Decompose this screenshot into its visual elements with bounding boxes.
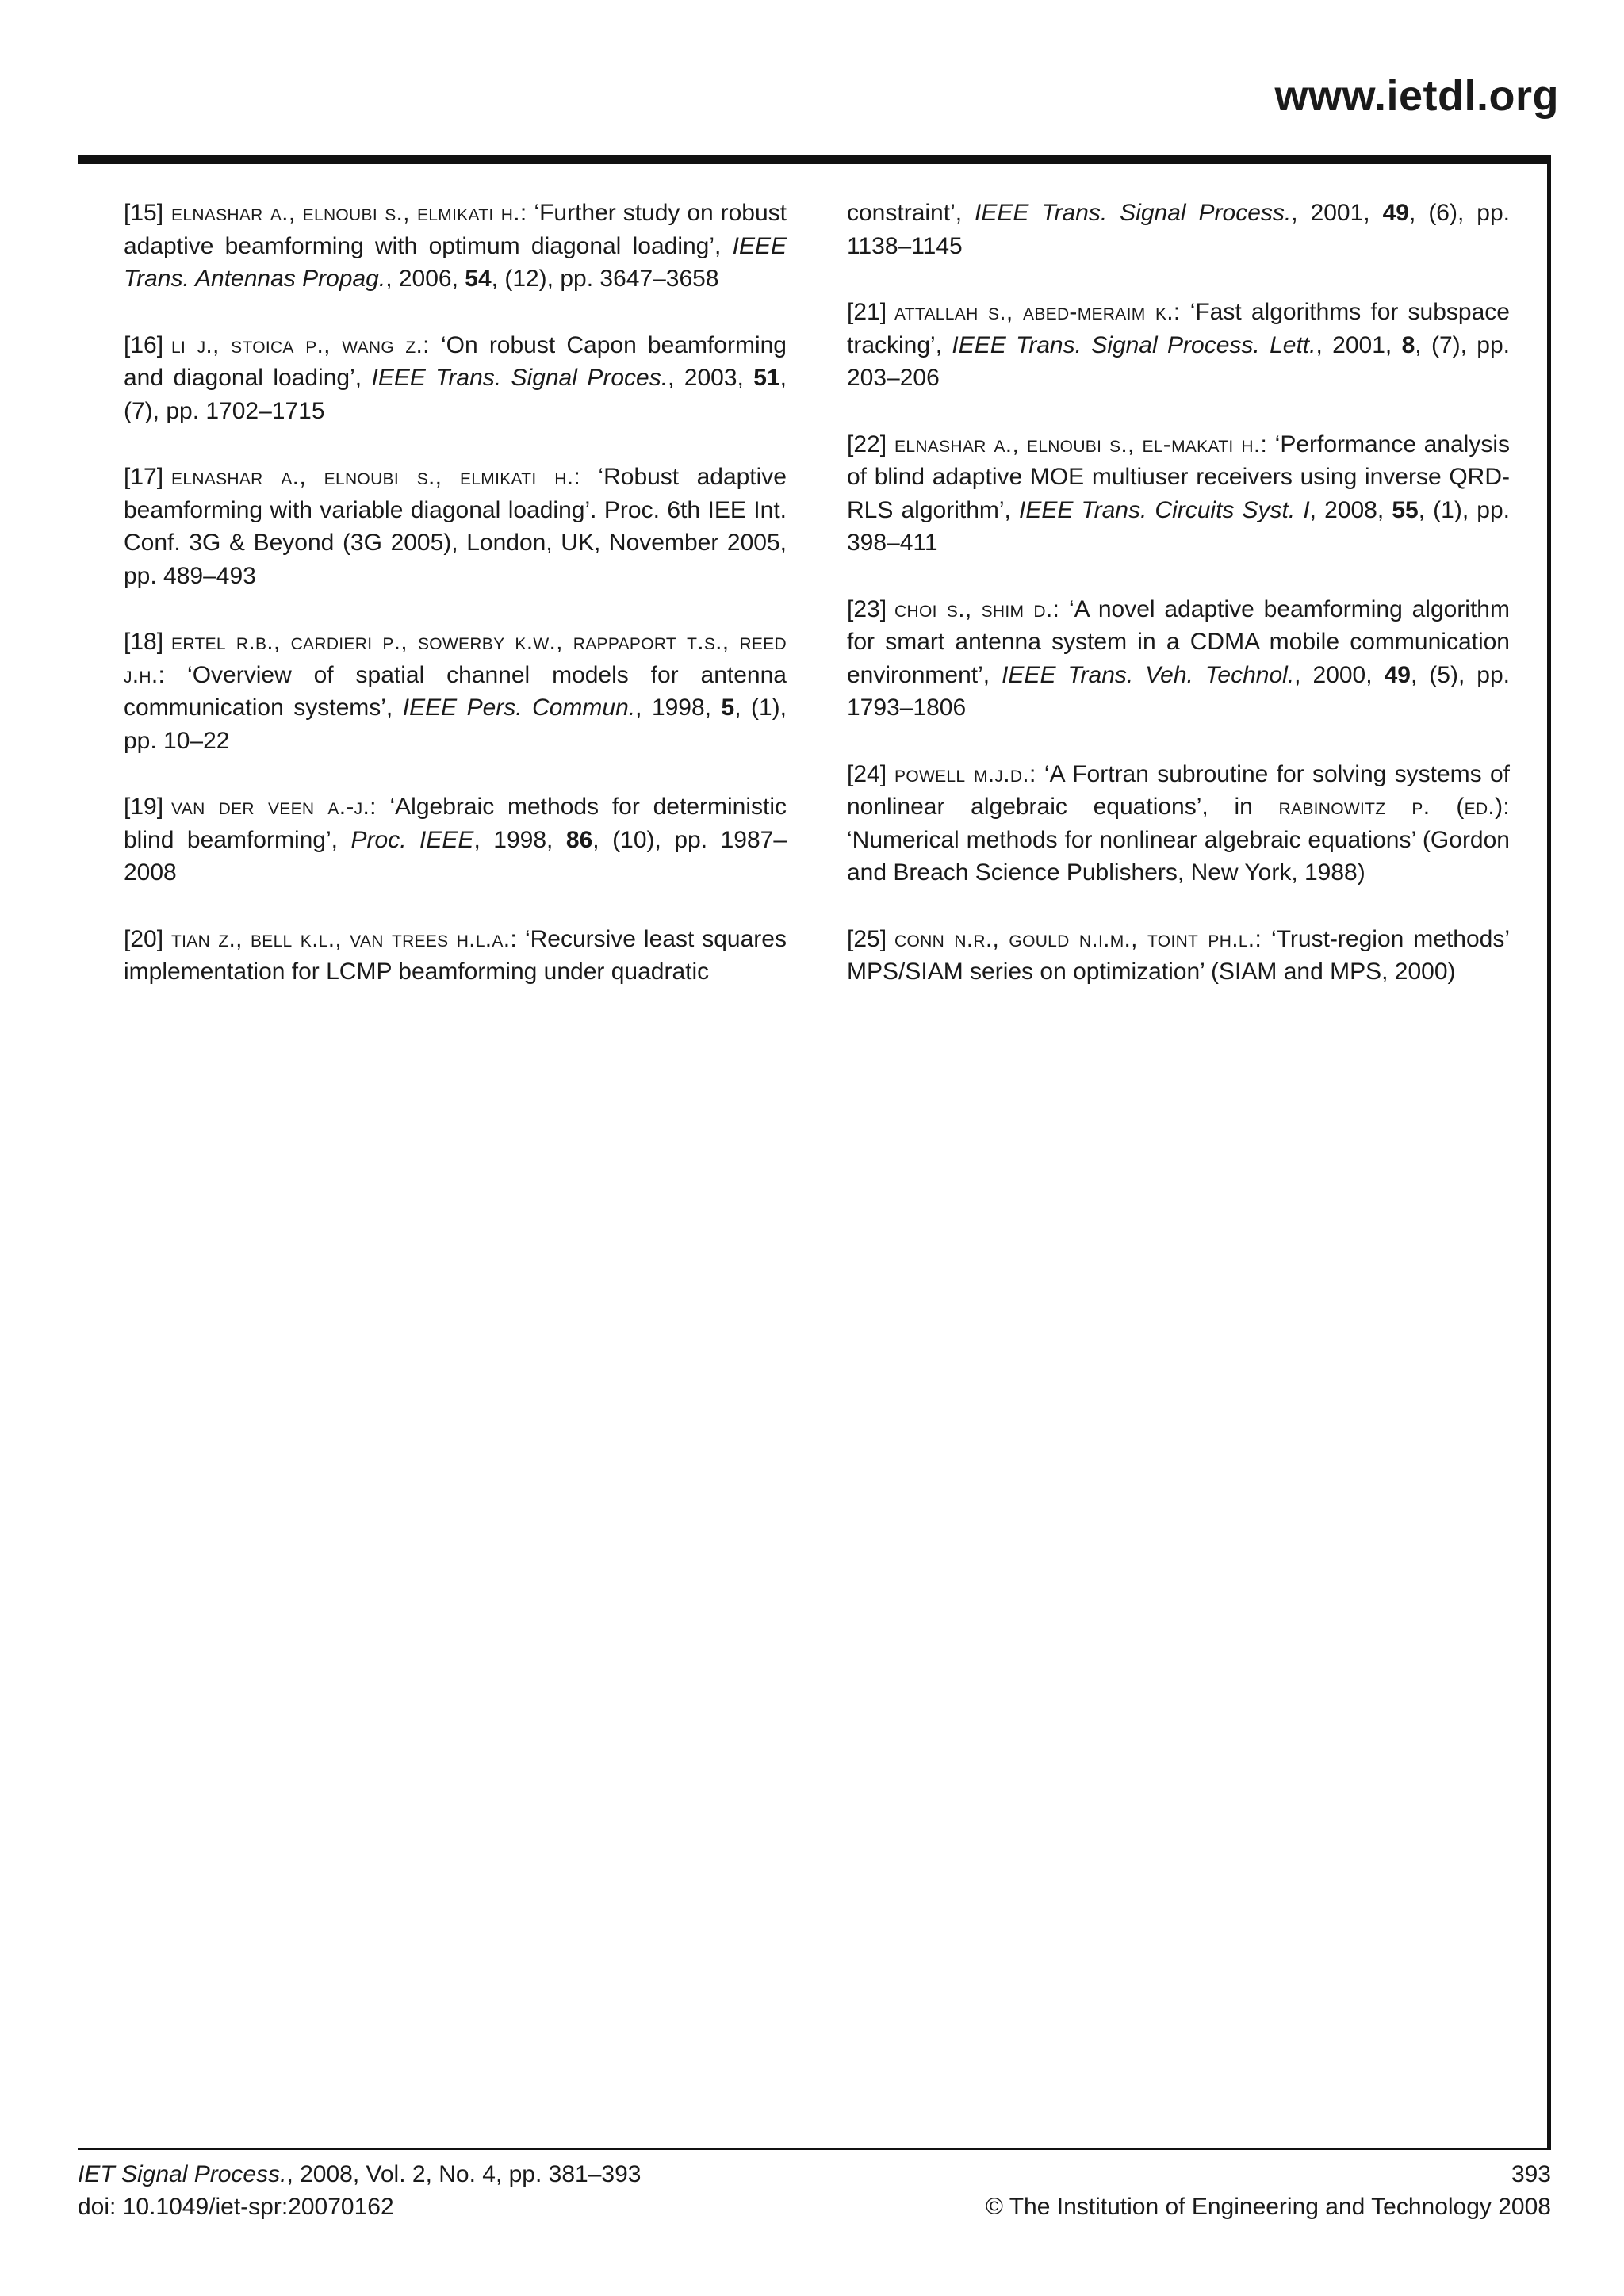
top-rule (78, 155, 1551, 164)
reference-title: ‘Performance analysis of blind adaptive MOE multiuser receivers using inverse QRD-RLS algorithm’, (847, 430, 1510, 523)
reference-year: , 1998, (635, 695, 722, 721)
reference-authors: choi s., shim d.: (894, 595, 1060, 622)
reference-title: constraint’, (847, 200, 975, 226)
reference-volume: 5 (721, 695, 735, 721)
reference-authors: ertel r.b., cardieri p., sowerby k.w., rappaport t.s., reed j.h.: (124, 629, 787, 688)
reference-year: , 2003, (668, 365, 754, 391)
reference-journal: IEEE Trans. Antennas Propag. (124, 232, 787, 292)
reference-item (847, 296, 1510, 395)
reference-title: ‘A novel adaptive beamforming algorithm for smart antenna system in a CDMA mobile communication environment’, (847, 595, 1510, 688)
reference-authors: elnashar a., elnoubi s., el-makati h.: (894, 430, 1268, 457)
reference-number: [16] (124, 331, 164, 358)
reference-year: , 2008, (1309, 496, 1392, 523)
footer-journal: IET Signal Process. (78, 2161, 287, 2187)
reference-journal: IEEE Pers. Commun. (402, 695, 636, 721)
reference-authors: powell m.j.d.: (894, 760, 1036, 787)
reference-title: ‘On robust Capon beamforming and diagonal loading’, (124, 331, 787, 391)
reference-item (124, 197, 787, 296)
reference-number: [21] (847, 299, 887, 325)
reference-authors: elnashar a., elnoubi s., elmikati h.: (171, 464, 580, 490)
reference-item (124, 329, 787, 428)
reference-pages: , (7), pp. 203–206 (847, 331, 1511, 391)
footer-citation (78, 2158, 641, 2223)
reference-volume: 51 (753, 365, 780, 391)
reference-title: ‘Fast algorithms for subspace tracking’, (847, 299, 1510, 358)
reference-authors: conn n.r., gould n.i.m., toint ph.l.: (894, 925, 1262, 952)
reference-title: ‘Recursive least squares implementation for LCMP beamforming under quadratic (124, 925, 787, 985)
reference-number: [23] (847, 595, 887, 622)
reference-title: ‘Algebraic methods for deterministic blind beamforming’, (124, 794, 787, 853)
reference-volume: 8 (1401, 331, 1415, 358)
reference-title: ‘A Fortran subroutine for solving systems of nonlinear algebraic equations’, in (847, 760, 1510, 820)
reference-volume: 49 (1384, 661, 1411, 688)
reference-volume: 55 (1392, 496, 1419, 523)
reference-item (124, 790, 787, 890)
reference-year: , 2006, (385, 266, 465, 292)
references-left-column (124, 197, 787, 1022)
reference-item (847, 593, 1510, 725)
reference-pages: , (1), pp. 398–411 (847, 496, 1510, 556)
reference-pages: , (5), pp. 1793–1806 (847, 661, 1510, 721)
reference-year: , 2000, (1294, 661, 1385, 688)
reference-pages: , (7), pp. 1702–1715 (124, 365, 787, 424)
reference-number: [25] (847, 925, 887, 952)
reference-number: [22] (847, 430, 887, 457)
reference-volume: 49 (1382, 200, 1409, 226)
reference-authors: van der veen a.-j.: (171, 794, 377, 820)
reference-pages: , (6), pp. 1138–1145 (847, 200, 1510, 259)
reference-item (847, 758, 1510, 890)
reference-number: [17] (124, 464, 164, 490)
reference-title: ‘Trust-region methods’ MPS/SIAM series on optimization’ (SIAM and MPS, 2000) (847, 925, 1511, 985)
site-url[interactable]: www.ietdl.org (1274, 72, 1559, 120)
reference-journal: IEEE Trans. Veh. Technol. (1002, 661, 1295, 688)
page-number: 393 (1511, 2161, 1551, 2187)
reference-book-title: ‘Numerical methods for nonlinear algebraic equations’ (Gordon and Breach Science Publishers, New York, 1988) (847, 826, 1510, 886)
reference-authors: attallah s., abed-meraim k.: (894, 299, 1181, 325)
reference-number: [19] (124, 794, 164, 820)
bottom-rule (78, 2148, 1551, 2150)
reference-year: , 2001, (1291, 200, 1383, 226)
reference-authors: elnashar a., elnoubi s., elmikati h.: (171, 200, 527, 226)
reference-pages: , (12), pp. 3647–3658 (491, 266, 719, 292)
reference-item (847, 428, 1510, 560)
reference-number: [15] (124, 200, 164, 226)
reference-editors: rabinowitz p. (ed.): (1278, 794, 1510, 820)
reference-number: [20] (124, 925, 164, 952)
reference-pages: , (1), pp. 10–22 (124, 695, 787, 754)
reference-item (847, 197, 1510, 262)
reference-item (124, 626, 787, 757)
reference-journal: IEEE Trans. Circuits Syst. I (1019, 496, 1310, 523)
reference-title: ‘Overview of spatial channel models for antenna communication systems’, (124, 661, 787, 721)
reference-number: [18] (124, 629, 164, 655)
footer-right (986, 2158, 1551, 2223)
reference-volume: 86 (565, 826, 593, 853)
reference-item (124, 461, 787, 592)
references-right-column (847, 197, 1510, 1022)
reference-journal: Proc. IEEE (350, 826, 474, 853)
reference-number: [24] (847, 760, 887, 787)
reference-title: ‘Robust adaptive beamforming with variable diagonal loading’. Proc. 6th IEE Int. Conf. 3G & Beyond (3G 2005), London, UK, November 2005, pp. 489–493 (124, 464, 787, 589)
reference-journal: IEEE Trans. Signal Process. Lett. (952, 331, 1316, 358)
reference-volume: 54 (465, 266, 492, 292)
footer-volume-info: , 2008, Vol. 2, No. 4, pp. 381–393 (286, 2161, 642, 2187)
reference-title: ‘Further study on robust adaptive beamforming with optimum diagonal loading’, (124, 200, 787, 259)
reference-authors: li j., stoica p., wang z.: (171, 331, 430, 358)
reference-journal: IEEE Trans. Signal Proces. (371, 365, 668, 391)
footer-doi: doi: 10.1049/iet-spr:20070162 (78, 2194, 394, 2220)
copyright: © The Institution of Engineering and Technology 2008 (985, 2194, 1551, 2220)
right-rule (1547, 155, 1551, 2149)
reference-authors: tian z., bell k.l., van trees h.l.a.: (171, 925, 518, 952)
reference-item (847, 923, 1510, 989)
reference-pages: , (10), pp. 1987–2008 (124, 826, 787, 886)
reference-item (124, 923, 787, 989)
reference-journal: IEEE Trans. Signal Process. (975, 200, 1292, 226)
reference-year: , 2001, (1316, 331, 1402, 358)
reference-year: , 1998, (473, 826, 566, 853)
